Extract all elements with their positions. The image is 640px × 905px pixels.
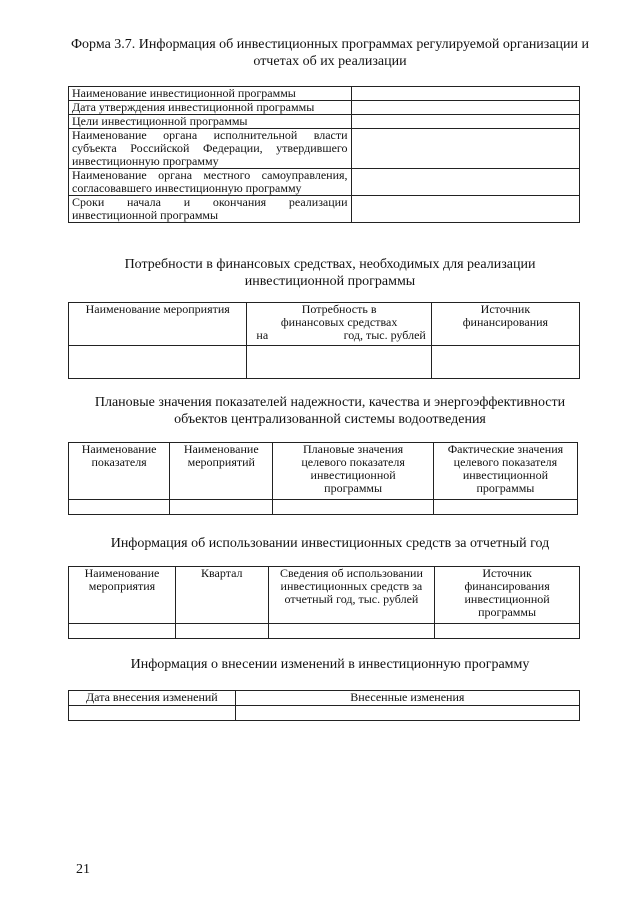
row-value [351,115,579,129]
table-cell [431,346,579,379]
table-row [69,115,580,129]
col-need-period [250,329,427,342]
row-value [351,169,579,196]
table-cell [69,624,176,639]
col-events-header [170,443,273,500]
col-source-header [431,303,579,346]
table-row [69,196,580,223]
col-date-header: Дата внесения изменений [69,691,236,706]
indicators-title [40,394,620,428]
table-header-row [69,443,578,500]
col-source-header [435,567,580,624]
col-need-suffix: год, тыс. рублей [343,328,426,342]
table-header-row [69,691,580,706]
col-event-header [69,567,176,624]
col-indicator-text: Наименование показателя [81,442,157,469]
col-actual-text: Фактические значения целевого показателя инвестиционной программы [447,442,564,495]
col-quarter-header: Квартал [175,567,268,624]
table-header-row [69,567,580,624]
table-row [69,706,580,721]
form-title-line2: отчетах об их реализации [253,54,407,69]
table-cell [268,624,435,639]
table-row [69,346,580,379]
usage-table [68,566,580,639]
row-label: Наименование инвестиционной программы [69,87,352,101]
financial-needs-title-line2: инвестиционной программы [244,274,416,289]
page-number: 21 [76,862,90,877]
col-planned-header [273,443,433,500]
row-value [351,101,579,115]
indicators-title-line1: Плановые значения показателей надежности, качества и энергоэффективности [94,395,566,410]
indicators-title-line2: объектов централизованной системы водоотведения [174,412,486,427]
col-need-prefix: на [256,328,269,342]
changes-table [68,690,580,721]
col-source-text: Источник финансирования инвестиционной программы [464,566,550,619]
table-cell [273,500,433,515]
indicators-table [68,442,578,515]
table-cell [69,346,247,379]
row-label: Дата утверждения инвестиционной программы [69,101,352,115]
row-value [351,129,579,169]
table-row [69,101,580,115]
changes-title: Информация о внесении изменений в инвестиционную программу [130,657,530,672]
col-need-text: Потребность в финансовых средствах [280,302,398,329]
table-row [69,87,580,101]
table-cell [435,624,580,639]
col-info-text: Сведения об использовании инвестиционных средств за отчетный год, тыс. рублей [279,566,423,606]
row-label: Наименование органа исполнительной власти субъекта Российской Федерации, утвердившего инвестиционную программу [69,129,352,169]
table-header-row [69,303,580,346]
table-cell [433,500,577,515]
col-actual-header [433,443,577,500]
financial-needs-table [68,302,580,379]
table-row [69,624,580,639]
form-title [40,36,620,70]
col-need-header [247,303,431,346]
form-title-line1: Форма 3.7. Информация об инвестиционных программах регулируемой организации и [70,37,590,52]
row-label: Цели инвестиционной программы [69,115,352,129]
program-info-table [68,86,580,223]
table-cell [69,500,170,515]
table-cell [235,706,579,721]
table-cell [247,346,431,379]
usage-title: Информация об использовании инвестиционных средств за отчетный год [110,536,550,551]
col-source-text: Источник финансирования [462,302,549,329]
row-value [351,87,579,101]
col-changes-header: Внесенные изменения [235,691,579,706]
table-cell [69,706,236,721]
row-label: Сроки начала и окончания реализации инвестиционной программы [69,196,352,223]
financial-needs-title-line1: Потребности в финансовых средствах, необходимых для реализации [124,257,536,272]
col-event-text: Наименование мероприятия [84,566,160,593]
table-cell [175,624,268,639]
table-row [69,500,578,515]
row-value [351,196,579,223]
col-indicator-header [69,443,170,500]
financial-needs-title [40,256,620,290]
col-info-header [268,567,435,624]
col-events-text: Наименование мероприятий [183,442,259,469]
col-planned-text: Плановые значения целевого показателя инвестиционной программы [301,442,405,495]
table-row [69,169,580,196]
row-label: Наименование органа местного самоуправления, согласовавшего инвестиционную программу [69,169,352,196]
col-event-header: Наименование мероприятия [69,303,247,346]
table-cell [170,500,273,515]
table-row [69,129,580,169]
